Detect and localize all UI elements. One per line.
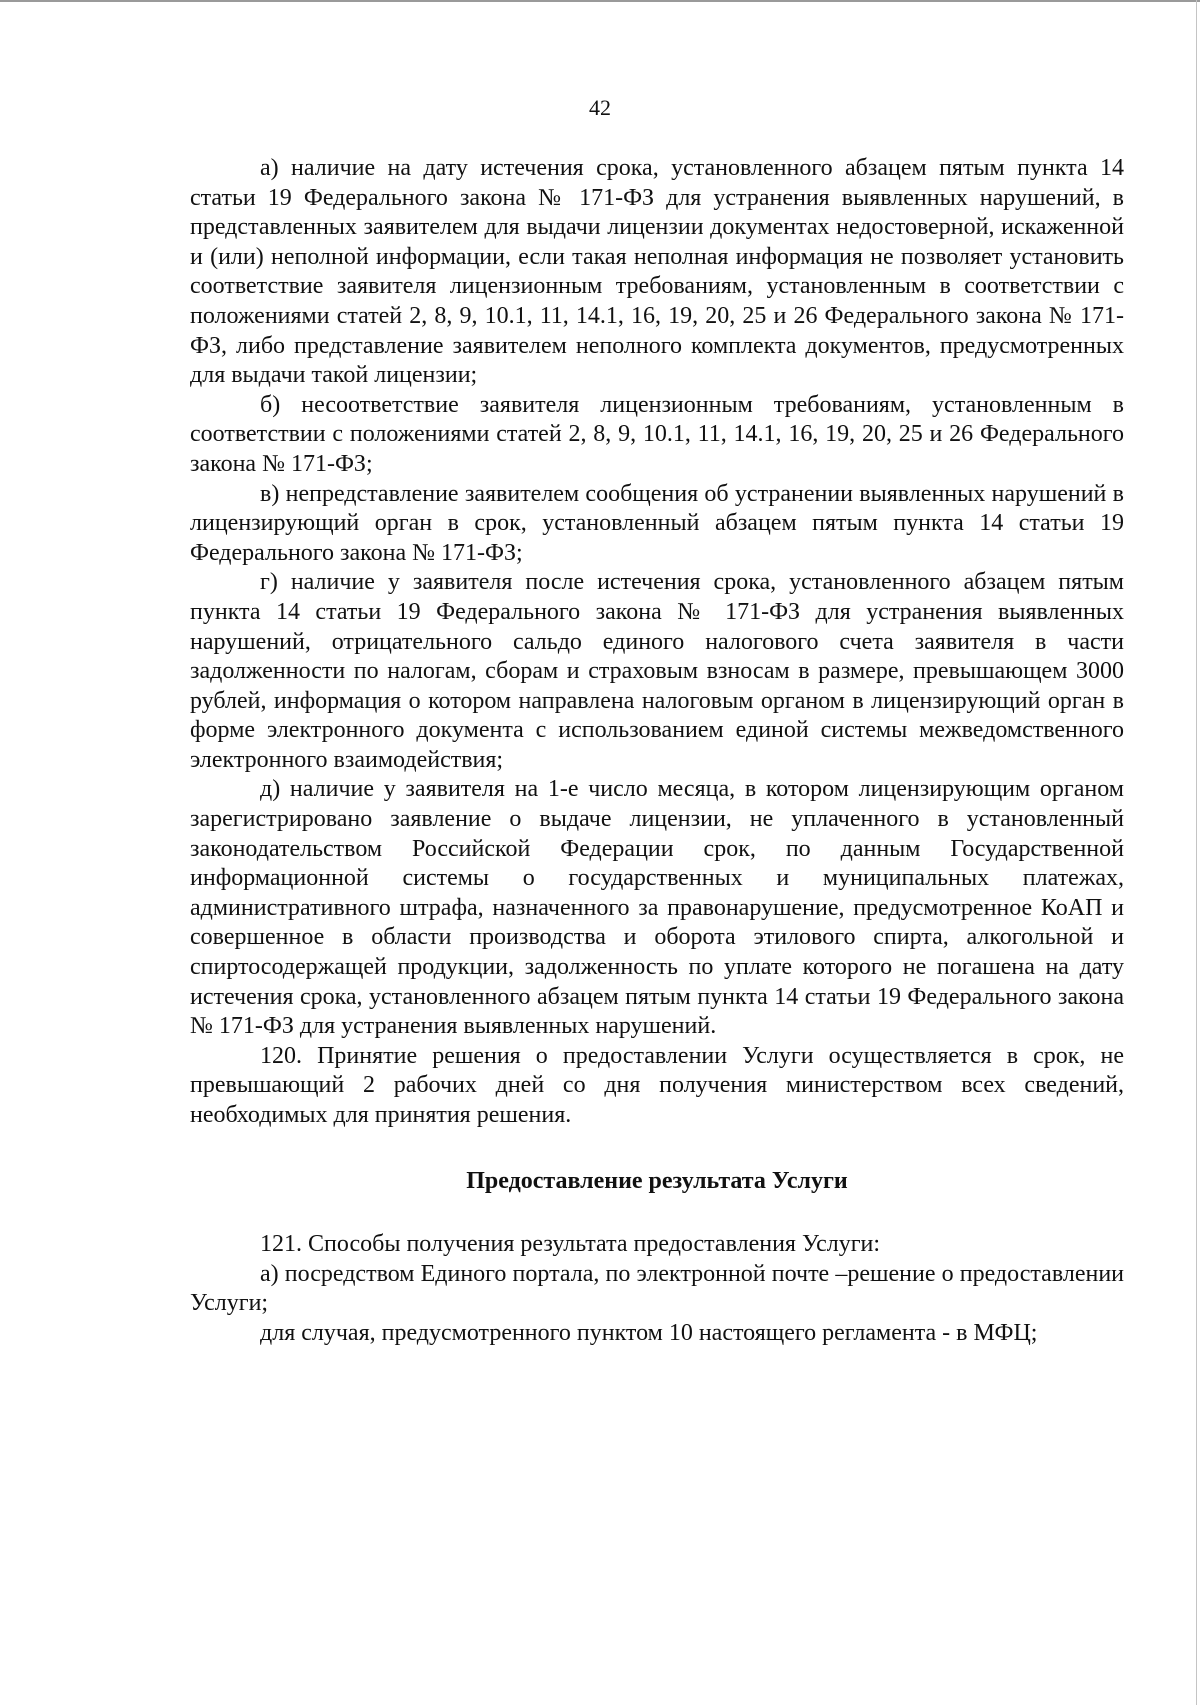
paragraph-d-refusal-ground: д) наличие у заявителя на 1-е число месяца, в котором лицензирующим органом зарегистрировано заявление о выдаче лицензии, не уплаченного в установленный законодательством Российской Федерации срок, по данным Государственной информационной системы о государственных и муниципальных платежах, административного штрафа, назначенного за правонарушение, предусмотренное КоАП и совершенное в области производства и оборота этилового спирта, алкогольной и спиртосодержащей продукции, задолженность по уплате которого не погашена на дату истечения срока, установленного абзацем пятым пункта 14 статьи 19 Федерального закона № 171-ФЗ для устранения выявленных нарушений. <box>190 776 1124 1040</box>
paragraph-b-refusal-ground: б) несоответствие заявителя лицензионным требованиям, установленным в соответствии с положениями статей 2, 8, 9, 10.1, 11, 14.1, 16, 19, 20, 25 и 26 Федерального закона № 171-ФЗ; <box>190 391 1124 477</box>
scan-top-edge <box>0 0 1200 2</box>
paragraph-g-refusal-ground: г) наличие у заявителя после истечения срока, установленного абзацем пятым пункта 14 статьи 19 Федерального закона № 171-ФЗ для устранения выявленных нарушений, отрицательного сальдо единого налогового счета заявителя в части задолженности по налогам, сборам и страховым взносам в размере, превышающем 3000 рублей, информация о котором направлена налоговым органом в лицензирующий орган в форме электронного документа с использованием единой системы межведомственного электронного взаимодействия; <box>190 569 1124 773</box>
paragraph-mfc-case: для случая, предусмотренного пунктом 10 настоящего регламента - в МФЦ; <box>260 1319 1038 1346</box>
document-body <box>190 154 1124 1349</box>
paragraph-a-refusal-ground: а) наличие на дату истечения срока, установленного абзацем пятым пункта 14 статьи 19 Федерального закона № 171-ФЗ для устранения выявленных нарушений, в представленных заявителем для выдачи лицензии документах недостоверной, искаженной и (или) неполной информации, если такая неполная информация не позволяет установить соответствие заявителя лицензионным требованиям, установленным в соответствии с положениями статей 2, 8, 9, 10.1, 11, 14.1, 16, 19, 20, 25 и 26 Федерального закона № 171-ФЗ, либо представление заявителем неполного комплекта документов, предусмотренных для выдачи такой лицензии; <box>190 155 1124 389</box>
paragraph-121-result-methods: 121. Способы получения результата предоставления Услуги: <box>260 1231 881 1258</box>
paragraph-a-portal-email: а) посредством Единого портала, по электронной почте –решение о предоставлении Услуги; <box>190 1260 1124 1317</box>
paragraph-120-decision-term: 120. Принятие решения о предоставлении Услуги осуществляется в срок, не превышающий 2 рабочих дней со дня получения министерством всех сведений, необходимых для принятия решения. <box>190 1042 1124 1128</box>
scan-right-edge <box>1196 0 1197 1705</box>
section-heading: Предоставление результата Услуги <box>466 1167 848 1194</box>
paragraph-v-refusal-ground: в) непредставление заявителем сообщения об устранении выявленных нарушений в лицензирующий орган в срок, установленный абзацем пятым пункта 14 статьи 19 Федерального закона № 171-ФЗ; <box>190 480 1124 566</box>
page-number: 42 <box>589 95 611 120</box>
